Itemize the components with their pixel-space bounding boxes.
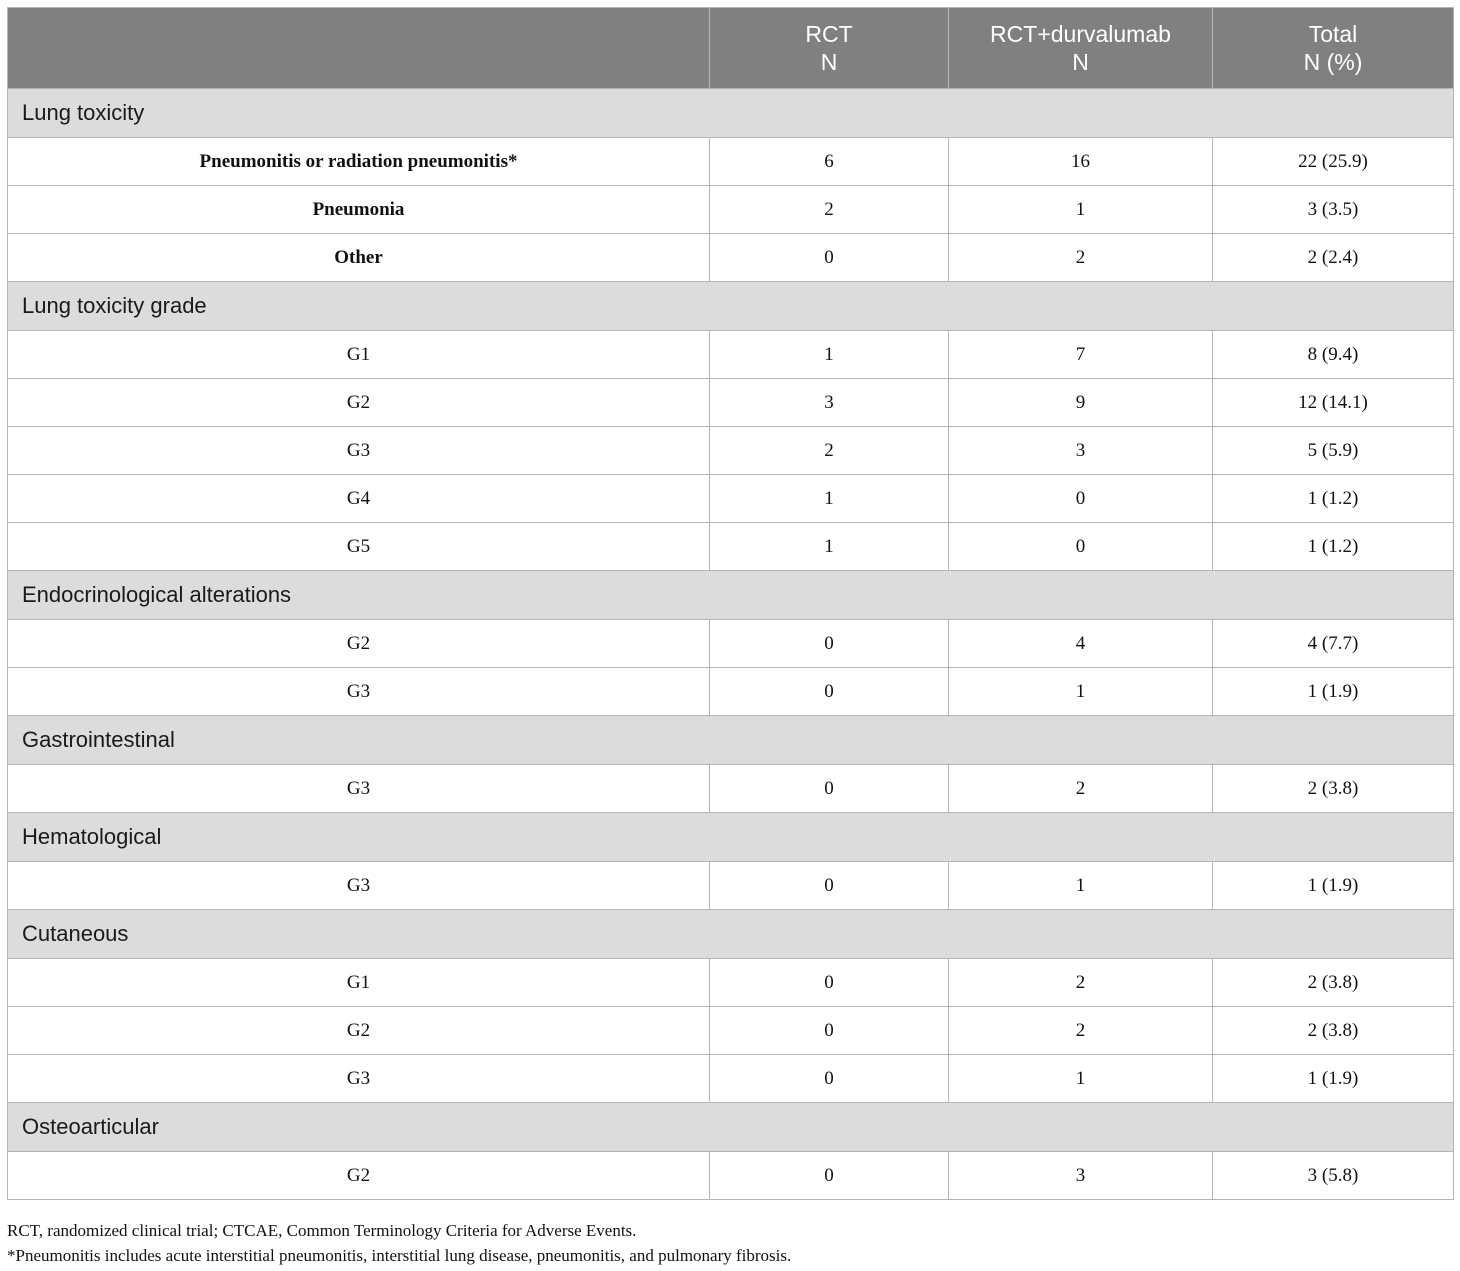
total-count: 1 (1.9) bbox=[1213, 862, 1454, 910]
total-count: 2 (3.8) bbox=[1213, 1007, 1454, 1055]
section-row bbox=[8, 89, 1454, 138]
rct-durvalumab-count: 0 bbox=[949, 475, 1213, 523]
rct-count: 0 bbox=[710, 765, 949, 813]
section-title: Endocrinological alterations bbox=[8, 571, 1454, 620]
total-count: 5 (5.9) bbox=[1213, 427, 1454, 475]
header-total bbox=[1213, 8, 1454, 89]
header-rct-line2: N bbox=[820, 49, 838, 75]
row-label: G3 bbox=[8, 1055, 710, 1103]
row-label: Pneumonia bbox=[8, 186, 710, 234]
row-label: G2 bbox=[8, 620, 710, 668]
row-label: G2 bbox=[8, 379, 710, 427]
section-title: Lung toxicity bbox=[8, 89, 1454, 138]
rct-durvalumab-count: 2 bbox=[949, 959, 1213, 1007]
rct-durvalumab-count: 1 bbox=[949, 862, 1213, 910]
rct-count: 0 bbox=[710, 668, 949, 716]
rct-durvalumab-count: 3 bbox=[949, 1152, 1213, 1200]
section-row bbox=[8, 910, 1454, 959]
table-row bbox=[8, 234, 1454, 282]
table-row bbox=[8, 475, 1454, 523]
rct-count: 0 bbox=[710, 862, 949, 910]
table-row bbox=[8, 138, 1454, 186]
table-row bbox=[8, 1055, 1454, 1103]
table-row bbox=[8, 331, 1454, 379]
header-total-line2: N (%) bbox=[1303, 49, 1363, 75]
table-row bbox=[8, 1152, 1454, 1200]
total-count: 1 (1.2) bbox=[1213, 523, 1454, 571]
total-count: 1 (1.9) bbox=[1213, 1055, 1454, 1103]
header-rct-durvalumab bbox=[949, 8, 1213, 89]
table-row bbox=[8, 427, 1454, 475]
row-label: G2 bbox=[8, 1152, 710, 1200]
rct-durvalumab-count: 2 bbox=[949, 234, 1213, 282]
table-row bbox=[8, 862, 1454, 910]
header-rct bbox=[710, 8, 949, 89]
section-row bbox=[8, 813, 1454, 862]
total-count: 2 (3.8) bbox=[1213, 959, 1454, 1007]
section-title: Lung toxicity grade bbox=[8, 282, 1454, 331]
row-label: G3 bbox=[8, 765, 710, 813]
rct-count: 1 bbox=[710, 523, 949, 571]
rct-durvalumab-count: 1 bbox=[949, 668, 1213, 716]
section-title: Osteoarticular bbox=[8, 1103, 1454, 1152]
table-footnotes bbox=[7, 1218, 791, 1268]
section-row bbox=[8, 716, 1454, 765]
rct-durvalumab-count: 1 bbox=[949, 1055, 1213, 1103]
rct-count: 0 bbox=[710, 1055, 949, 1103]
section-row bbox=[8, 282, 1454, 331]
adverse-events-table bbox=[7, 7, 1454, 1200]
total-count: 2 (3.8) bbox=[1213, 765, 1454, 813]
rct-count: 0 bbox=[710, 1152, 949, 1200]
header-total-line1: Total bbox=[1308, 21, 1358, 47]
total-count: 3 (5.8) bbox=[1213, 1152, 1454, 1200]
rct-durvalumab-count: 2 bbox=[949, 765, 1213, 813]
header-durva-line1: RCT+durvalumab bbox=[990, 21, 1171, 47]
rct-durvalumab-count: 3 bbox=[949, 427, 1213, 475]
rct-count: 0 bbox=[710, 959, 949, 1007]
table-row bbox=[8, 379, 1454, 427]
table-row bbox=[8, 668, 1454, 716]
section-title: Cutaneous bbox=[8, 910, 1454, 959]
table-row bbox=[8, 959, 1454, 1007]
row-label: G3 bbox=[8, 862, 710, 910]
footnote-abbreviations: RCT, randomized clinical trial; CTCAE, Common Terminology Criteria for Adverse Events. bbox=[7, 1221, 637, 1240]
table-header bbox=[8, 8, 1454, 89]
table-row bbox=[8, 620, 1454, 668]
rct-count: 2 bbox=[710, 186, 949, 234]
total-count: 2 (2.4) bbox=[1213, 234, 1454, 282]
rct-count: 0 bbox=[710, 1007, 949, 1055]
table-row bbox=[8, 523, 1454, 571]
total-count: 1 (1.9) bbox=[1213, 668, 1454, 716]
section-row bbox=[8, 571, 1454, 620]
rct-count: 1 bbox=[710, 331, 949, 379]
total-count: 4 (7.7) bbox=[1213, 620, 1454, 668]
table-row bbox=[8, 765, 1454, 813]
total-count: 3 (3.5) bbox=[1213, 186, 1454, 234]
row-label: G3 bbox=[8, 668, 710, 716]
table-body bbox=[8, 89, 1454, 1200]
footnote-pneumonitis: *Pneumonitis includes acute interstitial pneumonitis, interstitial lung disease, pneumonitis, and pulmonary fibrosis. bbox=[7, 1246, 792, 1265]
row-label: G1 bbox=[8, 331, 710, 379]
section-title: Gastrointestinal bbox=[8, 716, 1454, 765]
rct-durvalumab-count: 4 bbox=[949, 620, 1213, 668]
header-empty-cell bbox=[8, 8, 710, 89]
row-label: G2 bbox=[8, 1007, 710, 1055]
rct-count: 2 bbox=[710, 427, 949, 475]
rct-count: 3 bbox=[710, 379, 949, 427]
row-label: Pneumonitis or radiation pneumonitis* bbox=[8, 138, 710, 186]
total-count: 12 (14.1) bbox=[1213, 379, 1454, 427]
row-label: G1 bbox=[8, 959, 710, 1007]
section-title: Hematological bbox=[8, 813, 1454, 862]
table-row bbox=[8, 1007, 1454, 1055]
header-row bbox=[8, 8, 1454, 89]
row-label: Other bbox=[8, 234, 710, 282]
rct-durvalumab-count: 9 bbox=[949, 379, 1213, 427]
row-label: G4 bbox=[8, 475, 710, 523]
header-rct-line1: RCT bbox=[805, 21, 853, 47]
rct-count: 0 bbox=[710, 234, 949, 282]
rct-count: 6 bbox=[710, 138, 949, 186]
rct-count: 1 bbox=[710, 475, 949, 523]
total-count: 1 (1.2) bbox=[1213, 475, 1454, 523]
total-count: 22 (25.9) bbox=[1213, 138, 1454, 186]
row-label: G5 bbox=[8, 523, 710, 571]
rct-durvalumab-count: 1 bbox=[949, 186, 1213, 234]
header-durva-line2: N bbox=[1072, 49, 1089, 75]
rct-durvalumab-count: 2 bbox=[949, 1007, 1213, 1055]
row-label: G3 bbox=[8, 427, 710, 475]
total-count: 8 (9.4) bbox=[1213, 331, 1454, 379]
rct-count: 0 bbox=[710, 620, 949, 668]
rct-durvalumab-count: 0 bbox=[949, 523, 1213, 571]
section-row bbox=[8, 1103, 1454, 1152]
table-row bbox=[8, 186, 1454, 234]
rct-durvalumab-count: 16 bbox=[949, 138, 1213, 186]
rct-durvalumab-count: 7 bbox=[949, 331, 1213, 379]
